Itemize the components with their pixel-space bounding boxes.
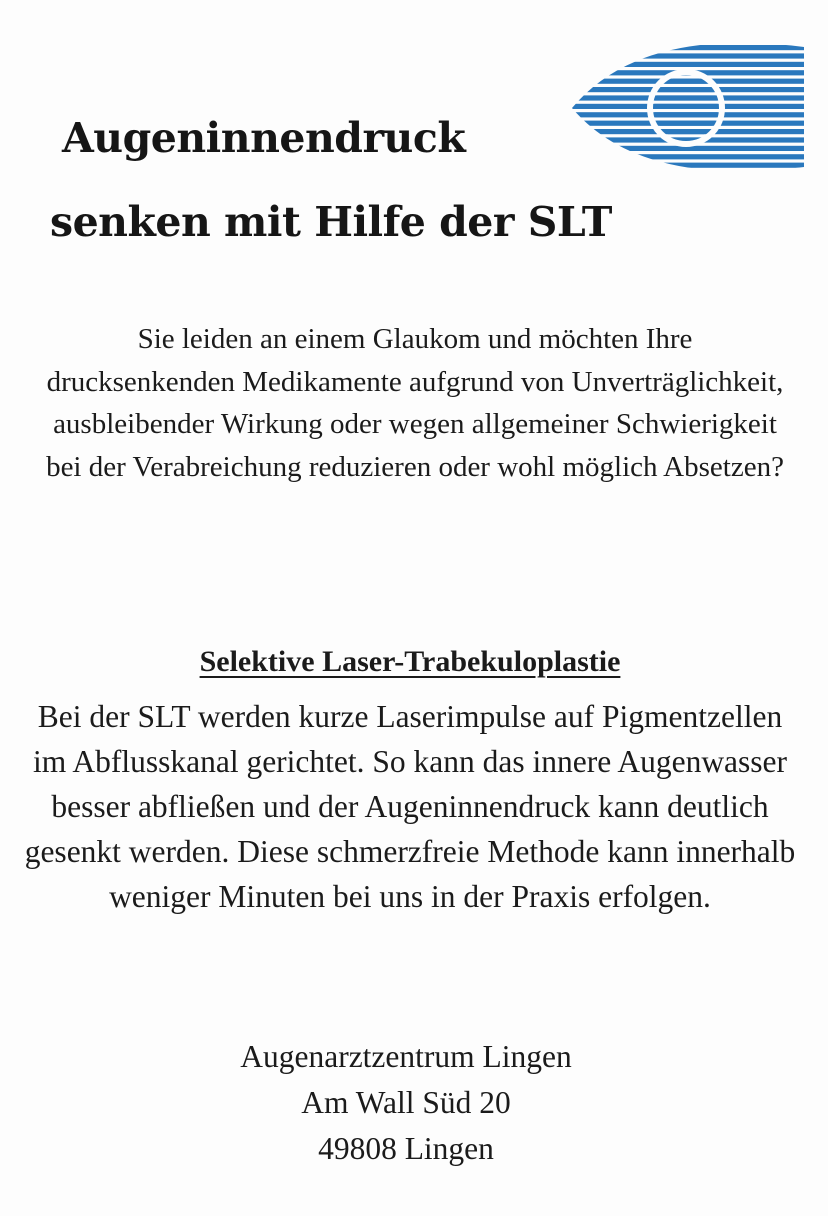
section-body: Bei der SLT werden kurze Laserimpulse auf Pigmentzellen im Abflusskanal gerichtet. So kann das innere Augenwasser besser abfließen und der Augeninnendruck kann deutlich gesenkt werden. Diese schmerzfreie Methode kann innerhalb weniger Minuten bei uns in der Praxis erfolgen.: [24, 699, 796, 914]
intro-paragraph: Sie leiden an einem Glaukom und möchten Ihre drucksenkenden Medikamente aufgrund von Unverträglichkeit, ausbleibender Wirkung oder wegen allgemeiner Schwierigkeit bei der Verabreichung reduzieren oder wohl möglich Absetzen?: [46, 323, 784, 483]
document-title: [50, 96, 612, 264]
practice-name: Augenarztzentrum Lingen: [240, 1039, 572, 1074]
title-line-1: Augeninnendruck: [62, 114, 466, 162]
address-block: [60, 1034, 752, 1172]
street-address: Am Wall Süd 20: [301, 1085, 511, 1120]
postal-city: 49808 Lingen: [318, 1131, 494, 1166]
eye-logo-icon: [570, 44, 804, 170]
title-line-2: senken mit Hilfe der SLT: [50, 198, 612, 246]
section-heading: Selektive Laser-Trabekuloplastie: [199, 645, 621, 678]
